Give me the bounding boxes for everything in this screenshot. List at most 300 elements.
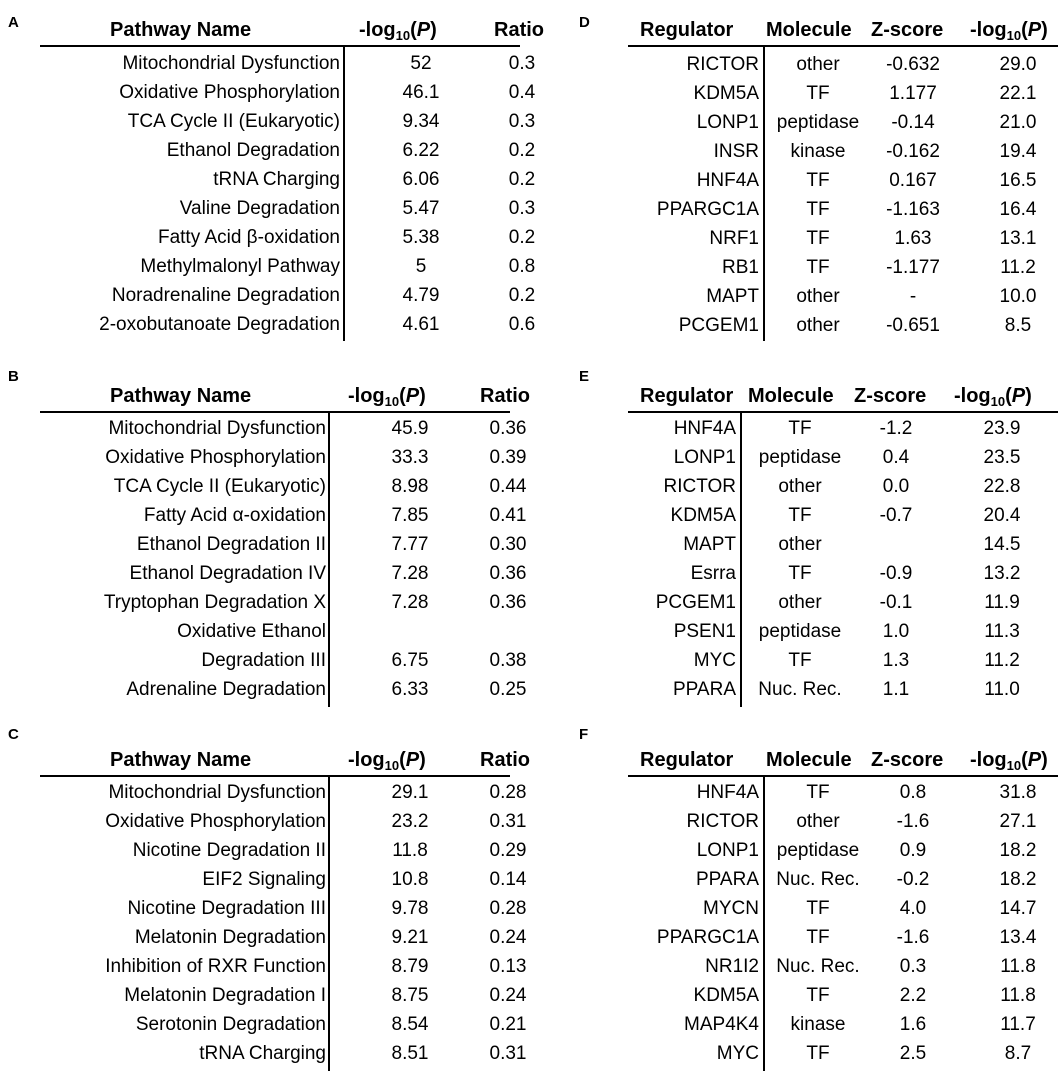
log-p-value: 45.9 — [391, 418, 429, 439]
log-p-value: 11.9 — [984, 592, 1020, 613]
table-row — [628, 588, 1058, 617]
pathway-name: Oxidative Phosphorylation — [105, 447, 326, 468]
pathway-name: Mitochondrial Dysfunction — [108, 782, 326, 803]
z-score-value: 1.1 — [882, 679, 910, 700]
pathway-name: Tryptophan Degradation X — [103, 592, 326, 613]
pathway-name: Adrenaline Degradation — [126, 679, 326, 700]
pathway-name: TCA Cycle II (Eukaryotic) — [113, 476, 326, 497]
molecule-type: TF — [806, 985, 830, 1006]
header-log-p — [348, 384, 426, 408]
pathway-table-b — [40, 384, 530, 708]
log-p-value: 20.4 — [983, 505, 1021, 526]
regulator-name: RICTOR — [686, 811, 759, 832]
z-score-value: 0.167 — [889, 170, 937, 191]
log-p-value: 11.8 — [1000, 985, 1036, 1006]
z-score-value: 1.3 — [882, 650, 910, 671]
log-p-value: 29.0 — [999, 54, 1037, 75]
regulator-name: KDM5A — [670, 505, 736, 526]
log-p-value: 7.28 — [391, 592, 429, 613]
ratio-value: 0.41 — [489, 505, 527, 526]
table-row — [628, 559, 1058, 588]
header-z-score: Z-score — [854, 385, 927, 407]
ratio-value: 0.6 — [508, 314, 536, 335]
table-row — [628, 530, 1058, 559]
pathway-name: Oxidative Phosphorylation — [105, 811, 326, 832]
ratio-value: 0.31 — [489, 1043, 527, 1064]
molecule-type: kinase — [790, 1014, 846, 1035]
paren-open: ( — [399, 749, 406, 771]
ratio-value: 0.38 — [489, 650, 527, 671]
regulator-name: LONP1 — [696, 112, 759, 133]
table-row — [628, 137, 1058, 166]
paren-open: ( — [399, 385, 406, 407]
log-p-value: 52 — [410, 53, 432, 74]
log-p-value: 21.0 — [999, 112, 1037, 133]
regulator-name: PPARGC1A — [656, 927, 759, 948]
pathway-name: Methylmalonyl Pathway — [140, 256, 340, 277]
molecule-type: other — [796, 811, 840, 832]
log-p-value: 8.79 — [391, 956, 429, 977]
log-p-value: 11.8 — [392, 840, 428, 861]
pathway-name: Valine Degradation — [179, 198, 340, 219]
table-row — [628, 311, 1058, 340]
log-p-value: 9.34 — [402, 111, 440, 132]
paren-close: ) — [419, 385, 426, 407]
ratio-value: 0.2 — [508, 140, 536, 161]
log-p-value: 11.2 — [1000, 257, 1036, 278]
table-row — [40, 646, 527, 675]
header-rule — [40, 45, 520, 47]
log-p-value: 6.22 — [402, 140, 440, 161]
table-row — [40, 252, 536, 281]
pathway-name: TCA Cycle II (Eukaryotic) — [127, 111, 340, 132]
ratio-value: 0.2 — [508, 227, 536, 248]
molecule-type: TF — [806, 927, 830, 948]
header-regulator: Regulator — [640, 385, 734, 407]
regulator-name: MYC — [693, 650, 736, 671]
z-score-value: -1.2 — [879, 418, 913, 439]
pathway-name: Ethanol Degradation IV — [129, 563, 326, 584]
table-row — [40, 617, 510, 646]
ratio-value: 0.36 — [489, 592, 527, 613]
ratio-value: 0.29 — [489, 840, 527, 861]
log-p-value: 9.21 — [391, 927, 429, 948]
z-score-value: -0.1 — [879, 592, 913, 613]
paren-open: ( — [410, 19, 417, 41]
pathway-name: Mitochondrial Dysfunction — [108, 418, 326, 439]
z-score-value: -0.7 — [879, 505, 913, 526]
z-score-value: 2.5 — [899, 1043, 927, 1064]
pathway-name: EIF2 Signaling — [202, 869, 326, 890]
pathway-name: 2-oxobutanoate Degradation — [99, 314, 340, 335]
regulator-name: LONP1 — [673, 447, 736, 468]
log-p-header — [359, 19, 437, 41]
z-score-value: -0.162 — [886, 141, 940, 162]
regulator-name: RICTOR — [663, 476, 736, 497]
z-score-value: -1.6 — [896, 927, 930, 948]
regulator-name: PPARA — [672, 679, 736, 700]
molecule-type: kinase — [790, 141, 846, 162]
log-p-value: 11.7 — [1000, 1014, 1036, 1035]
ratio-value: 0.30 — [489, 534, 527, 555]
log-p-value: 10.0 — [999, 286, 1037, 307]
table-row — [628, 501, 1058, 530]
regulator-table-d — [628, 18, 1058, 344]
log-p-value: 4.61 — [402, 314, 440, 335]
paren-open: ( — [1005, 385, 1012, 407]
table-row — [40, 588, 527, 617]
log-p-value: 8.51 — [391, 1043, 429, 1064]
ratio-value: 0.28 — [489, 782, 527, 803]
ratio-value: 0.31 — [489, 811, 527, 832]
molecule-type: TF — [806, 782, 830, 803]
log-p-value: 8.98 — [391, 476, 429, 497]
molecule-type: other — [796, 286, 840, 307]
header-pathway-name: Pathway Name — [110, 19, 252, 41]
regulator-name: PPARGC1A — [656, 199, 759, 220]
log-p-value: 6.06 — [402, 169, 440, 190]
ratio-value: 0.2 — [508, 169, 536, 190]
log-p-value: 13.4 — [999, 927, 1037, 948]
table-row — [628, 981, 1058, 1010]
pathway-name: Fatty Acid α-oxidation — [143, 505, 326, 526]
table-row — [40, 107, 536, 136]
table-row — [628, 282, 1058, 311]
pathway-name: Oxidative Ethanol — [177, 621, 326, 642]
molecule-type: other — [778, 476, 822, 497]
table-row — [628, 108, 1058, 137]
log-p-value: 10.8 — [391, 869, 429, 890]
regulator-name: MYC — [716, 1043, 759, 1064]
log-p-value: 22.8 — [983, 476, 1021, 497]
log-p-header — [348, 749, 426, 771]
table-row — [628, 952, 1058, 981]
pathway-name: Mitochondrial Dysfunction — [122, 53, 340, 74]
regulator-name: MYCN — [703, 898, 759, 919]
paren-close: ) — [1041, 19, 1048, 41]
regulator-name: KDM5A — [693, 83, 759, 104]
paren-open: ( — [1021, 749, 1028, 771]
table-row — [40, 194, 536, 223]
table-row — [40, 310, 536, 339]
log-subscript: 10 — [384, 394, 400, 409]
panel-label-d: D — [579, 14, 590, 31]
molecule-type: TF — [806, 228, 830, 249]
table-row — [40, 49, 536, 78]
log-p-value: 11.8 — [1000, 956, 1036, 977]
table-row — [40, 443, 527, 472]
ratio-value: 0.25 — [489, 679, 527, 700]
log-text: -log — [348, 749, 385, 771]
log-p-value: 19.4 — [999, 141, 1037, 162]
regulator-name: PPARA — [695, 869, 759, 890]
pathway-name: Melatonin Degradation I — [124, 985, 326, 1006]
ratio-value: 0.4 — [508, 82, 536, 103]
z-score-value: 0.4 — [882, 447, 910, 468]
log-text: -log — [970, 19, 1007, 41]
log-p-value: 13.2 — [983, 563, 1021, 584]
log-p-value: 9.78 — [391, 898, 429, 919]
log-p-value: 23.2 — [391, 811, 429, 832]
z-score-value: -0.632 — [886, 54, 940, 75]
pathway-name: tRNA Charging — [213, 169, 340, 190]
molecule-type: TF — [788, 418, 812, 439]
z-score-value: 0.0 — [882, 476, 910, 497]
table-row — [40, 223, 536, 252]
log-p-value: 6.33 — [391, 679, 429, 700]
log-p-value: 8.5 — [1004, 315, 1032, 336]
table-row — [40, 836, 527, 865]
molecule-type: TF — [806, 257, 830, 278]
table-row — [40, 281, 536, 310]
pathway-name: Ethanol Degradation — [166, 140, 340, 161]
pathway-name: Serotonin Degradation — [135, 1014, 326, 1035]
table-row — [40, 1039, 527, 1068]
table-row — [40, 865, 527, 894]
z-score-value: 1.0 — [882, 621, 910, 642]
table-row — [628, 50, 1058, 79]
log-text: -log — [359, 19, 396, 41]
molecule-type: peptidase — [758, 621, 842, 642]
log-p-value: 7.85 — [391, 505, 429, 526]
log-text: -log — [970, 749, 1007, 771]
log-p-value: 31.8 — [999, 782, 1037, 803]
table-row — [628, 472, 1058, 501]
table-row — [628, 646, 1058, 675]
log-p-value: 14.7 — [999, 898, 1037, 919]
header-log-p — [970, 748, 1048, 772]
ratio-value: 0.3 — [508, 198, 536, 219]
log-text: -log — [348, 385, 385, 407]
panel-label-f: F — [579, 726, 589, 743]
table-row — [628, 894, 1058, 923]
table-row — [40, 981, 527, 1010]
header-molecule: Molecule — [766, 19, 852, 41]
z-score-value: -0.9 — [879, 563, 913, 584]
ratio-value: 0.8 — [508, 256, 536, 277]
ratio-value: 0.14 — [489, 869, 527, 890]
regulator-name: MAPT — [683, 534, 736, 555]
molecule-type: Nuc. Rec. — [776, 956, 860, 977]
ratio-value: 0.36 — [489, 563, 527, 584]
table-row — [628, 414, 1058, 443]
pathway-name: Melatonin Degradation — [134, 927, 326, 948]
molecule-type: peptidase — [776, 112, 860, 133]
molecule-type: TF — [806, 1043, 830, 1064]
log-p-value: 33.3 — [391, 447, 429, 468]
z-score-value: 4.0 — [899, 898, 927, 919]
log-p-value: 4.79 — [402, 285, 440, 306]
table-row — [40, 501, 527, 530]
table-row — [40, 165, 536, 194]
regulator-name: Esrra — [690, 563, 736, 584]
pathway-name: Nicotine Degradation II — [132, 840, 326, 861]
header-log-p — [348, 748, 426, 772]
header-regulator: Regulator — [640, 749, 734, 771]
header-rule — [40, 775, 510, 777]
ratio-value: 0.44 — [489, 476, 527, 497]
table-row — [628, 865, 1058, 894]
z-score-value: - — [909, 286, 917, 307]
log-p-header — [348, 385, 426, 407]
header-ratio: Ratio — [494, 19, 544, 41]
z-score-value: -0.651 — [886, 315, 940, 336]
z-score-value: 0.9 — [899, 840, 927, 861]
header-molecule: Molecule — [748, 385, 834, 407]
z-score-value: -1.177 — [886, 257, 940, 278]
pathway-table-a — [40, 18, 544, 343]
header-z-score: Z-score — [871, 749, 944, 771]
ratio-value: 0.3 — [508, 53, 536, 74]
log-text: -log — [954, 385, 991, 407]
table-row — [40, 923, 527, 952]
log-p-value: 8.7 — [1004, 1043, 1032, 1064]
log-p-value: 22.1 — [999, 83, 1037, 104]
z-score-value: -1.163 — [886, 199, 940, 220]
pathway-name: Ethanol Degradation II — [136, 534, 326, 555]
log-p-value: 46.1 — [402, 82, 440, 103]
table-row — [40, 675, 527, 704]
log-p-value: 5.47 — [402, 198, 440, 219]
ratio-value: 0.36 — [489, 418, 527, 439]
z-score-value: -0.2 — [896, 869, 930, 890]
molecule-type: TF — [788, 505, 812, 526]
log-p-header — [954, 385, 1032, 407]
regulator-name: MAP4K4 — [684, 1014, 759, 1035]
table-row — [628, 166, 1058, 195]
table-row — [40, 136, 536, 165]
molecule-type: Nuc. Rec. — [758, 679, 842, 700]
molecule-type: TF — [806, 199, 830, 220]
z-score-value: 2.2 — [899, 985, 927, 1006]
molecule-type: TF — [788, 650, 812, 671]
regulator-name: PSEN1 — [673, 621, 736, 642]
z-score-value: 1.63 — [894, 228, 932, 249]
table-row — [628, 224, 1058, 253]
molecule-type: other — [778, 592, 822, 613]
molecule-type: other — [796, 315, 840, 336]
pathway-name: Fatty Acid β-oxidation — [157, 227, 340, 248]
table-row — [628, 836, 1058, 865]
log-p-value: 23.9 — [983, 418, 1021, 439]
molecule-type: TF — [806, 83, 830, 104]
panel-label-a: A — [8, 14, 19, 31]
paren-close: ) — [419, 749, 426, 771]
pathway-name: Inhibition of RXR Function — [105, 956, 326, 977]
table-row — [628, 79, 1058, 108]
regulator-name: PCGEM1 — [678, 315, 759, 336]
log-subscript: 10 — [1006, 758, 1022, 773]
log-p-value: 8.54 — [391, 1014, 429, 1035]
table-row — [40, 472, 527, 501]
table-row — [628, 778, 1058, 807]
header-log-p — [359, 18, 437, 42]
log-subscript: 10 — [395, 28, 411, 43]
pathway-name: Noradrenaline Degradation — [111, 285, 340, 306]
paren-close: ) — [1041, 749, 1048, 771]
paren-close: ) — [430, 19, 437, 41]
table-row — [40, 530, 527, 559]
molecule-type: peptidase — [776, 840, 860, 861]
table-row — [40, 78, 536, 107]
log-p-value: 7.28 — [391, 563, 429, 584]
ratio-value: 0.39 — [489, 447, 527, 468]
p-italic: P — [405, 749, 420, 771]
ratio-value: 0.13 — [489, 956, 527, 977]
molecule-type: TF — [806, 898, 830, 919]
header-log-p — [970, 18, 1048, 42]
header-z-score: Z-score — [871, 19, 944, 41]
ratio-value: 0.24 — [489, 927, 527, 948]
log-subscript: 10 — [990, 394, 1006, 409]
regulator-name: PCGEM1 — [655, 592, 736, 613]
molecule-type: other — [796, 54, 840, 75]
panel-label-e: E — [579, 368, 590, 385]
log-p-value: 16.5 — [999, 170, 1037, 191]
log-p-value: 23.5 — [983, 447, 1021, 468]
log-p-value: 18.2 — [999, 869, 1037, 890]
header-pathway-name: Pathway Name — [110, 749, 252, 771]
table-row — [628, 1039, 1058, 1068]
log-p-value: 16.4 — [999, 199, 1037, 220]
table-row — [40, 414, 527, 443]
ratio-value: 0.28 — [489, 898, 527, 919]
p-italic: P — [405, 385, 420, 407]
molecule-type: peptidase — [758, 447, 842, 468]
z-score-value: -0.14 — [891, 112, 935, 133]
ratio-value: 0.21 — [489, 1014, 527, 1035]
table-row — [40, 807, 527, 836]
regulator-name: LONP1 — [696, 840, 759, 861]
table-row — [40, 778, 527, 807]
z-score-value: 1.177 — [889, 83, 937, 104]
log-p-header — [970, 749, 1048, 771]
pathway-table-c — [40, 748, 530, 1072]
table-row — [628, 1010, 1058, 1039]
p-italic: P — [1027, 19, 1042, 41]
header-ratio: Ratio — [480, 749, 530, 771]
header-regulator: Regulator — [640, 19, 734, 41]
pathway-name: tRNA Charging — [199, 1043, 326, 1064]
pathway-name: Degradation III — [201, 650, 326, 671]
regulator-name: RB1 — [722, 257, 759, 278]
regulator-name: KDM5A — [693, 985, 759, 1006]
z-score-value: 0.8 — [899, 782, 927, 803]
log-p-value: 29.1 — [391, 782, 429, 803]
ratio-value: 0.2 — [508, 285, 536, 306]
header-rule — [628, 45, 1058, 47]
header-pathway-name: Pathway Name — [110, 385, 252, 407]
regulator-name: HNF4A — [696, 782, 759, 803]
p-italic: P — [1011, 385, 1026, 407]
header-rule — [40, 411, 510, 413]
pathway-name: Oxidative Phosphorylation — [119, 82, 340, 103]
regulator-name: INSR — [713, 141, 759, 162]
regulator-name: NR1I2 — [705, 956, 759, 977]
ratio-value: 0.24 — [489, 985, 527, 1006]
header-ratio: Ratio — [480, 385, 530, 407]
panel-label-c: C — [8, 726, 19, 743]
regulator-name: RICTOR — [686, 54, 759, 75]
table-row — [628, 923, 1058, 952]
log-p-value: 11.3 — [984, 621, 1020, 642]
header-log-p — [954, 384, 1032, 408]
table-row — [628, 253, 1058, 282]
regulator-table-f — [628, 748, 1058, 1072]
table-row — [628, 443, 1058, 472]
ratio-value: 0.3 — [508, 111, 536, 132]
regulator-name: HNF4A — [673, 418, 736, 439]
